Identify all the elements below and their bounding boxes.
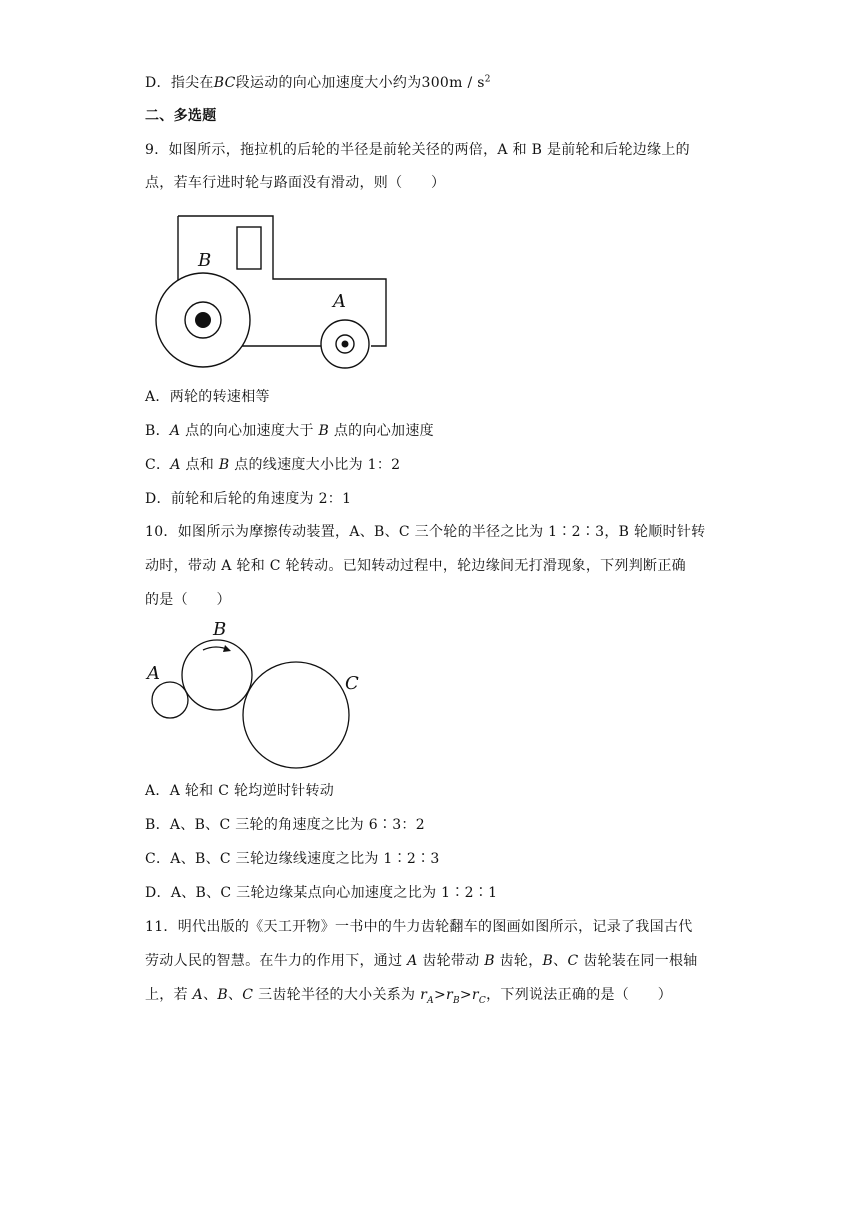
- q11-line3-text1: 上，若: [145, 987, 193, 1003]
- q11-greater-than-1: >: [433, 987, 446, 1003]
- q9-label-a: A: [333, 291, 346, 312]
- q11-line3-text5: ，下列说法正确的是（ ）: [486, 987, 673, 1003]
- q10-option-a: A．A 轮和 C 轮均逆时针转动: [145, 783, 335, 799]
- clockwise-arrow-icon: [223, 645, 231, 652]
- q11-line2-text4: 、: [553, 953, 568, 969]
- q11-line2-text3: 齿轮，: [494, 953, 543, 969]
- q9-option-c-point-a: A: [170, 457, 181, 473]
- q8-option-d-prefix: D．指尖在: [145, 75, 214, 91]
- q9-option-b-prefix: B．: [145, 423, 170, 439]
- q11-line3-gear-c: C: [242, 987, 254, 1003]
- q9-label-b: B: [198, 250, 212, 271]
- q9-stem-line1: 9．如图所示，拖拉机的后轮的半径是前轮关径的两倍，A 和 B 是前轮和后轮边缘上的: [145, 142, 690, 158]
- q10-option-c: C．A、B、C 三轮边缘线速度之比为 1∶2∶3: [145, 851, 440, 867]
- q11-stem-line2: [145, 951, 698, 971]
- q8-option-d-text: 段运动的向心加速度大小约为: [235, 75, 422, 91]
- q9-option-c-point-b: B: [218, 457, 230, 473]
- rear-wheel-axle: [195, 312, 211, 328]
- q9-option-c: [145, 455, 400, 475]
- q11-line2-gear-b2: B: [542, 953, 554, 969]
- q8-option-d: [145, 73, 491, 93]
- q10-label-b: B: [213, 619, 227, 640]
- q9-option-a: A．两轮的转速相等: [145, 389, 270, 405]
- q9-option-b-point-b: B: [318, 423, 330, 439]
- q8-option-d-value: 300m / s: [421, 75, 485, 91]
- q11-line2-text1: 劳动人民的智慧。在牛力的作用下，通过: [145, 953, 408, 969]
- q11-radius-b-sub: B: [452, 995, 460, 1006]
- q9-option-b-point-a: A: [169, 423, 181, 439]
- q11-line3-text2: 、: [203, 987, 218, 1003]
- q11-line2-gear-a: A: [407, 953, 418, 969]
- q11-radius-b-symbol: r: [445, 987, 453, 1003]
- q11-radius-c-symbol: r: [471, 987, 479, 1003]
- q11-line2-gear-b: B: [484, 953, 495, 969]
- wheel-b: [182, 640, 252, 710]
- q10-option-d: D．A、B、C 三轮边缘某点向心加速度之比为 1∶2∶1: [145, 885, 498, 901]
- front-wheel-axle: [342, 341, 349, 348]
- q11-line3-gear-b: B: [217, 987, 228, 1003]
- q9-option-c-suffix: 点的线速度大小比为 1：2: [229, 457, 401, 473]
- q11-radius-a-sub: A: [427, 995, 434, 1006]
- q11-stem-line1: 11．明代出版的《天工开物》一书中的牛力齿轮翻车的图画如图所示，记录了我国古代: [145, 919, 693, 935]
- q9-option-d: D．前轮和后轮的角速度为 2：1: [145, 491, 352, 507]
- q11-line2-text5: 齿轮装在同一根轴: [578, 953, 698, 969]
- q8-option-d-exponent: 2: [484, 74, 491, 85]
- q8-option-d-segment: BC: [213, 75, 236, 91]
- q11-line3-text3: 、: [227, 987, 243, 1003]
- section-title: 二、多选题: [145, 108, 217, 124]
- q10-stem-line2: 动时，带动 A 轮和 C 轮转动。已知转动过程中，轮边缘间无打滑现象，下列判断正确: [145, 558, 686, 574]
- wheel-a: [152, 682, 188, 718]
- tractor-cab-window: [237, 227, 261, 269]
- q9-option-c-text: 点和: [180, 457, 219, 473]
- q9-option-b-suffix: 点的向心加速度: [329, 423, 434, 439]
- q10-stem-line3: 的是（ ）: [145, 592, 231, 608]
- q9-option-b: [145, 421, 434, 441]
- q9-stem-line2: 点，若车行进时轮与路面没有滑动，则（ ）: [145, 175, 446, 191]
- q11-radius-a-symbol: r: [420, 987, 428, 1003]
- q11-line3-text4: 三齿轮半径的大小关系为: [253, 987, 421, 1003]
- q11-line3-gear-a: A: [192, 987, 204, 1003]
- q10-stem-line1: 10．如图所示为摩擦传动装置，A、B、C 三个轮的半径之比为 1∶2∶3，B 轮顺时针转: [145, 524, 706, 540]
- q11-stem-line3: [145, 985, 672, 1005]
- q10-label-a: A: [147, 663, 160, 684]
- q11-radius-c-sub: C: [478, 995, 487, 1006]
- wheel-c: [243, 662, 349, 768]
- q10-option-b: B．A、B、C 三轮的角速度之比为 6∶3：2: [145, 817, 425, 833]
- q11-line2-text2: 齿轮带动: [417, 953, 485, 969]
- q9-tractor-figure: [150, 210, 395, 375]
- q11-greater-than-2: >: [459, 987, 472, 1003]
- q9-option-c-prefix: C．: [145, 457, 171, 473]
- q9-option-b-text: 点的向心加速度大于: [180, 423, 319, 439]
- q10-wheels-figure: [140, 615, 375, 775]
- q10-label-c: C: [345, 673, 359, 694]
- q11-line2-gear-c: C: [567, 953, 579, 969]
